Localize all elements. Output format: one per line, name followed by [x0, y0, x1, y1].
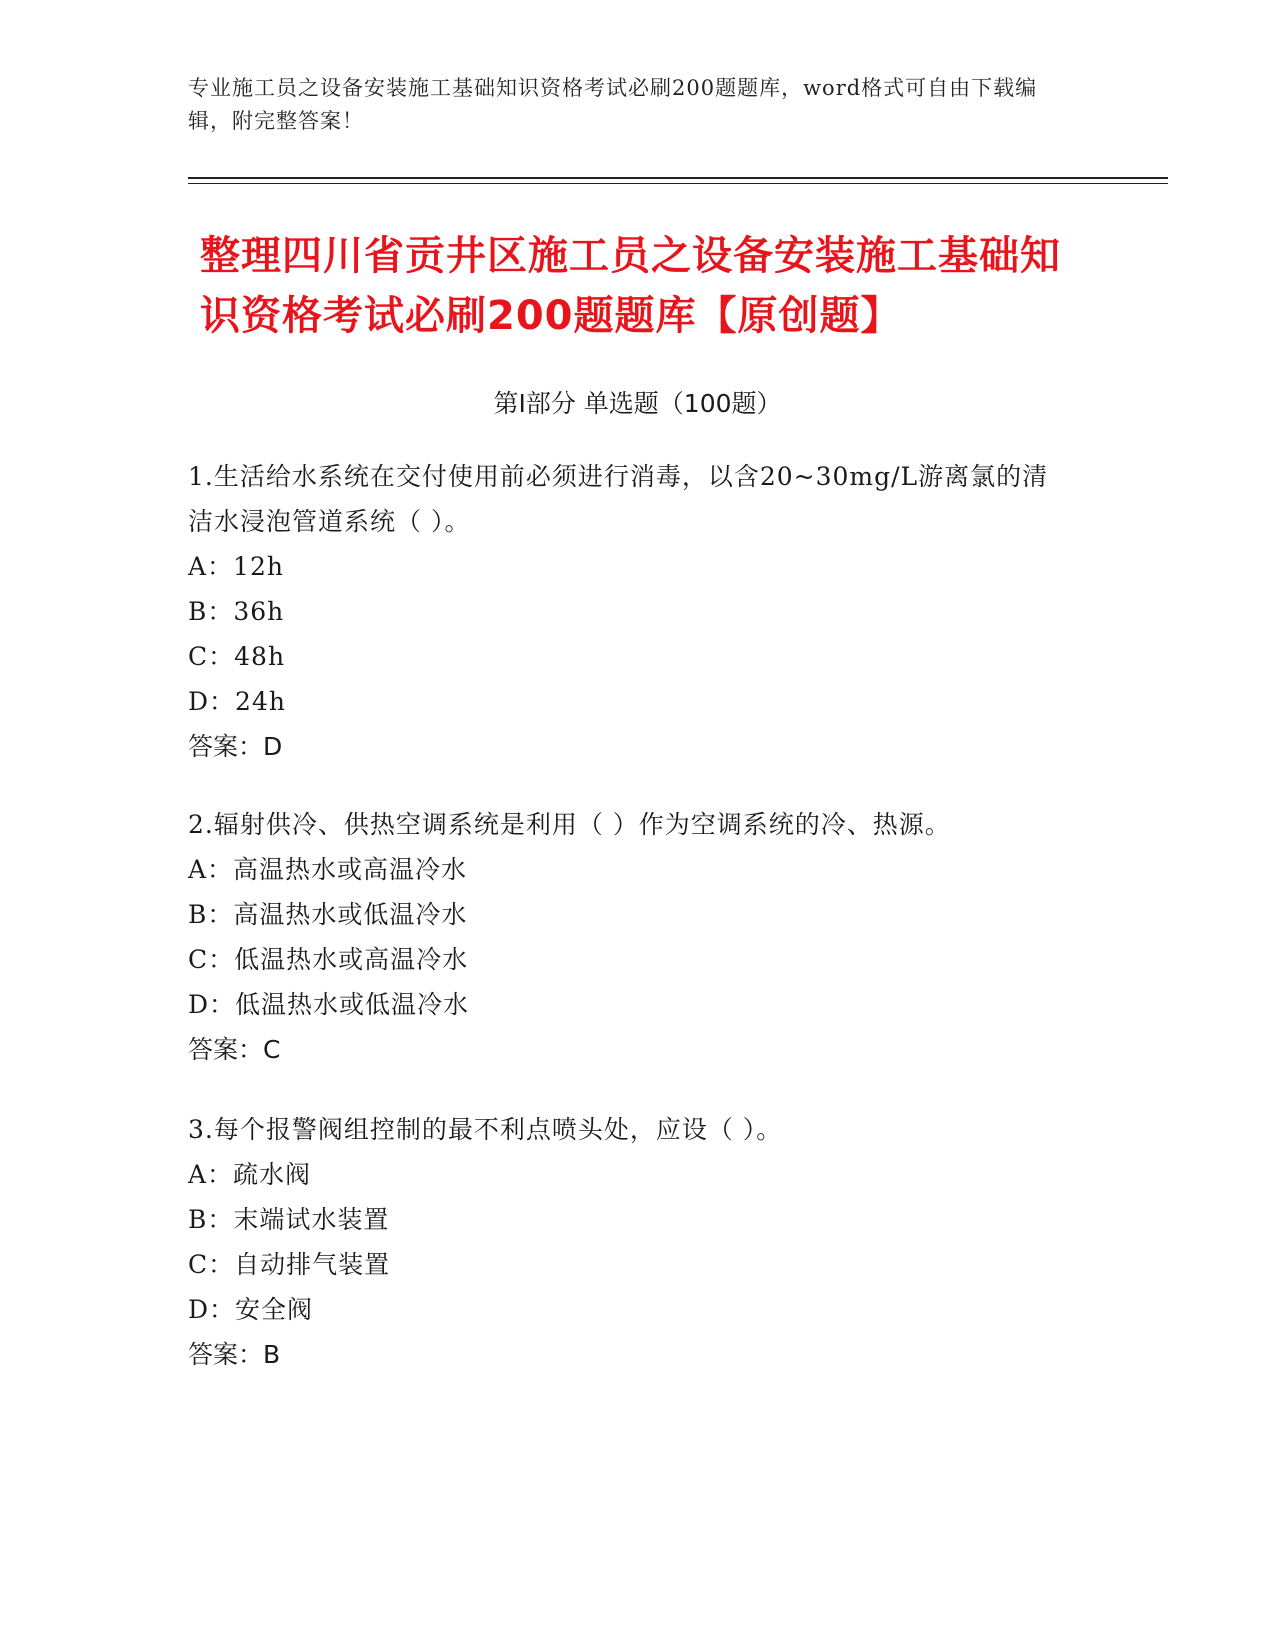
section-heading: 第Ⅰ部分 单选题（100题） — [493, 389, 782, 418]
question-stem: 1.生活给水系统在交付使用前必须进行消毒，以含20~30mg/L游离氯的清洁水浸泡管道系统（ ）。 — [188, 462, 1049, 536]
option-d: D：低温热水或低温冷水 — [188, 990, 470, 1019]
option-a: A：12h — [188, 552, 284, 581]
option-a: A：疏水阀 — [188, 1160, 312, 1189]
question-1 — [188, 454, 1068, 769]
document-title: 整理四川省贡井区施工员之设备安装施工基础知识资格考试必刷200题题库【原创题】 — [200, 233, 1061, 339]
question-stem: 3.每个报警阀组控制的最不利点喷头处，应设（ ）。 — [188, 1115, 783, 1144]
option-c: C：低温热水或高温冷水 — [188, 945, 469, 974]
header-rule-thick — [188, 177, 1168, 179]
option-b: B：高温热水或低温冷水 — [188, 900, 468, 929]
option-d: D：安全阀 — [188, 1295, 314, 1324]
option-c: C：48h — [188, 642, 286, 671]
question-stem: 2.辐射供冷、供热空调系统是利用（ ）作为空调系统的冷、热源。 — [188, 810, 951, 839]
answer: 答案：D — [188, 732, 283, 761]
option-b: B：36h — [188, 597, 285, 626]
question-2 — [188, 802, 1068, 1072]
option-b: B：末端试水装置 — [188, 1205, 390, 1234]
answer: 答案：C — [188, 1035, 281, 1064]
answer: 答案：B — [188, 1340, 281, 1369]
option-d: D：24h — [188, 687, 286, 716]
header-rule-thin — [188, 183, 1168, 184]
header-note: 专业施工员之设备安装施工基础知识资格考试必刷200题题库，word格式可自由下载编辑，附完整答案！ — [188, 76, 1038, 133]
option-a: A：高温热水或高温冷水 — [188, 855, 468, 884]
option-c: C：自动排气装置 — [188, 1250, 391, 1279]
question-3 — [188, 1107, 1068, 1377]
